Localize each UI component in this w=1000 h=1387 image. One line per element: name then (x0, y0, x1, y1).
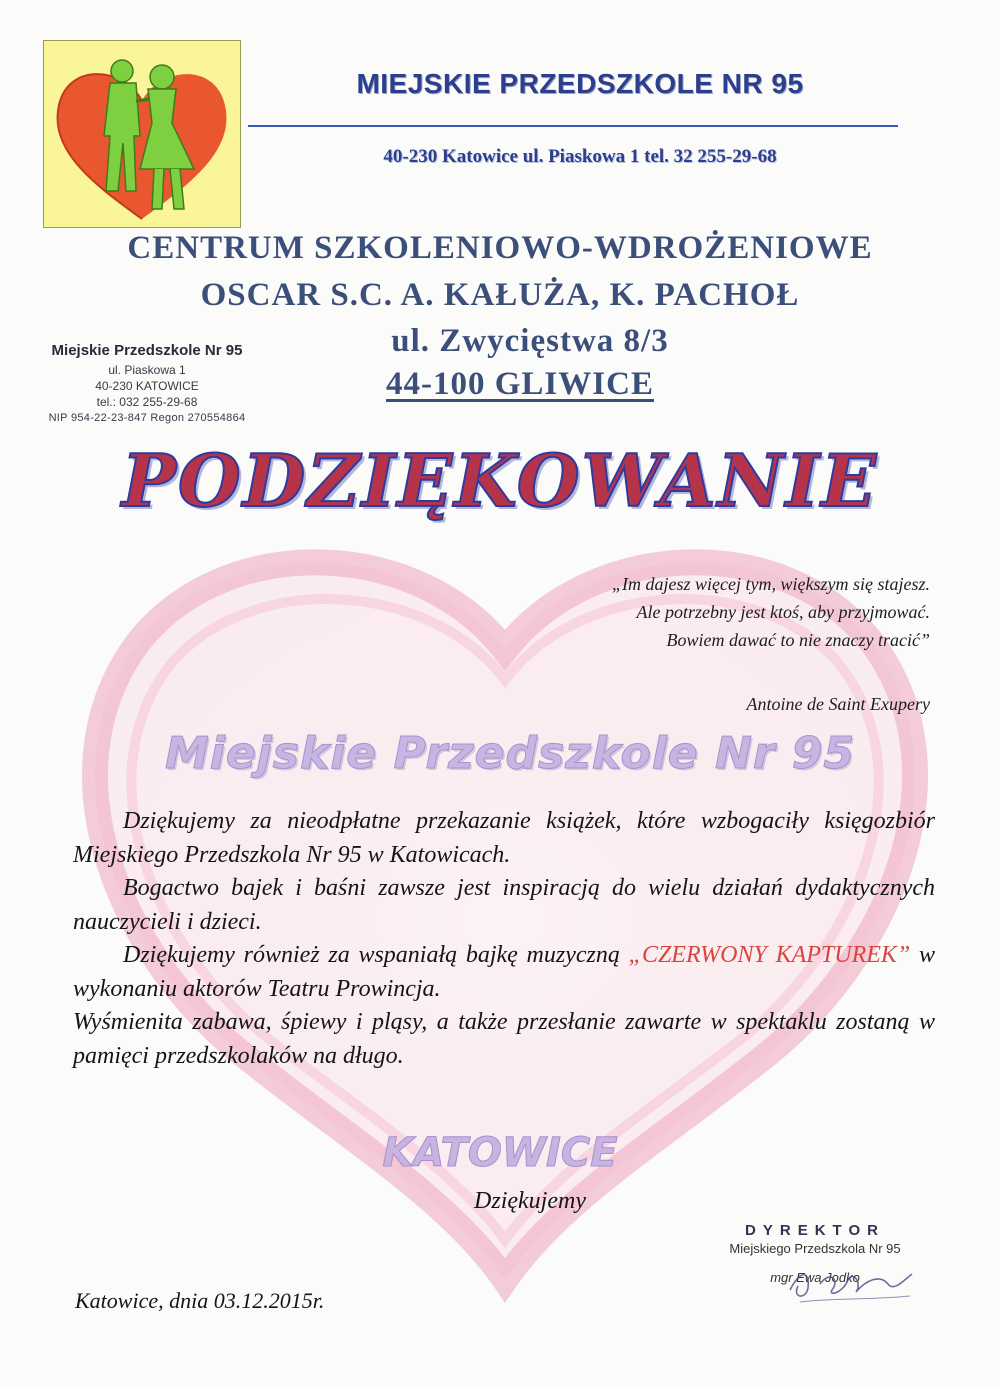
stamp-name: Miejskie Przedszkole Nr 95 (51, 342, 243, 359)
body-paragraph-3-end: w wykonaniu aktorów Teatru Prowincja. (73, 942, 935, 1002)
stamp-city: 40-230 KATOWICE (95, 379, 199, 393)
letter-body (73, 805, 935, 1073)
handwritten-signature (770, 1250, 930, 1310)
document-title: PODZIĘKOWANIE (121, 438, 879, 523)
body-paragraph-3-start: Dziękujemy również za wspaniałą bajkę muzyczną (123, 942, 629, 968)
body-paragraph-3 (73, 939, 935, 1006)
quote-block (440, 570, 930, 654)
dancing-couple-icon (44, 41, 240, 227)
body-paragraph-4: Wyśmienita zabawa, śpiewy i pląsy, a także przesłanie zawarte w spektaklu zostaną w pamięci przedszkolaków na długo. (73, 1009, 935, 1069)
institution-stamp (22, 343, 272, 426)
recipient-line-4: 44-100 GLIWICE (386, 366, 654, 402)
closing-thanks: Dziękujemy (474, 1188, 586, 1214)
watermark-school-name: Miejskie Przedszkole Nr 95 (164, 728, 856, 779)
recipient-line-2: OSCAR S.C. A. KAŁUŻA, K. PACHOŁ (200, 277, 800, 313)
school-address: 40-230 Katowice ul. Piaskowa 1 tel. 32 255-29-68 (383, 146, 777, 167)
signature-institution: Miejskiego Przedszkola Nr 95 (729, 1241, 901, 1256)
recipient-line-1: CENTRUM SZKOLENIOWO-WDROŻENIOWE (127, 230, 873, 266)
stamp-phone: tel.: 032 255-29-68 (96, 395, 198, 409)
play-title: „CZERWONY KAPTUREK” (628, 942, 911, 968)
header-divider (248, 125, 898, 127)
school-name-heading: MIEJSKIE PRZEDSZKOLE NR 95 (356, 68, 804, 99)
quote-line-3: Bowiem dawać to nie znaczy tracić” (666, 630, 930, 650)
stamp-street: ul. Piaskowa 1 (108, 363, 186, 377)
quote-line-1: „Im dajesz więcej tym, większym się stajesz. (612, 574, 930, 594)
document-date: Katowice, dnia 03.12.2015r. (75, 1288, 325, 1313)
recipient-line-3: ul. Zwycięstwa 8/3 (391, 323, 669, 359)
signature-title: DYREKTOR (745, 1222, 885, 1239)
body-paragraph-2: Bogactwo bajek i baśni zawsze jest inspiracją do wielu działań dydaktycznych nauczycieli i dzieci. (73, 875, 935, 935)
quote-author: Antoine de Saint Exupery (746, 694, 930, 714)
stamp-ids: NIP 954-22-23-847 Regon 270554864 (48, 412, 246, 424)
signature-name: mgr Ewa Jodko (770, 1270, 860, 1285)
watermark-city: KATOWICE (382, 1130, 618, 1176)
body-paragraph-1: Dziękujemy za nieodpłatne przekazanie książek, które wzbogaciły księgozbiór Miejskiego Przedszkola Nr 95 w Katowicach. (73, 808, 935, 868)
quote-line-2: Ale potrzebny jest ktoś, aby przyjmować. (636, 602, 930, 622)
school-logo (43, 40, 241, 228)
